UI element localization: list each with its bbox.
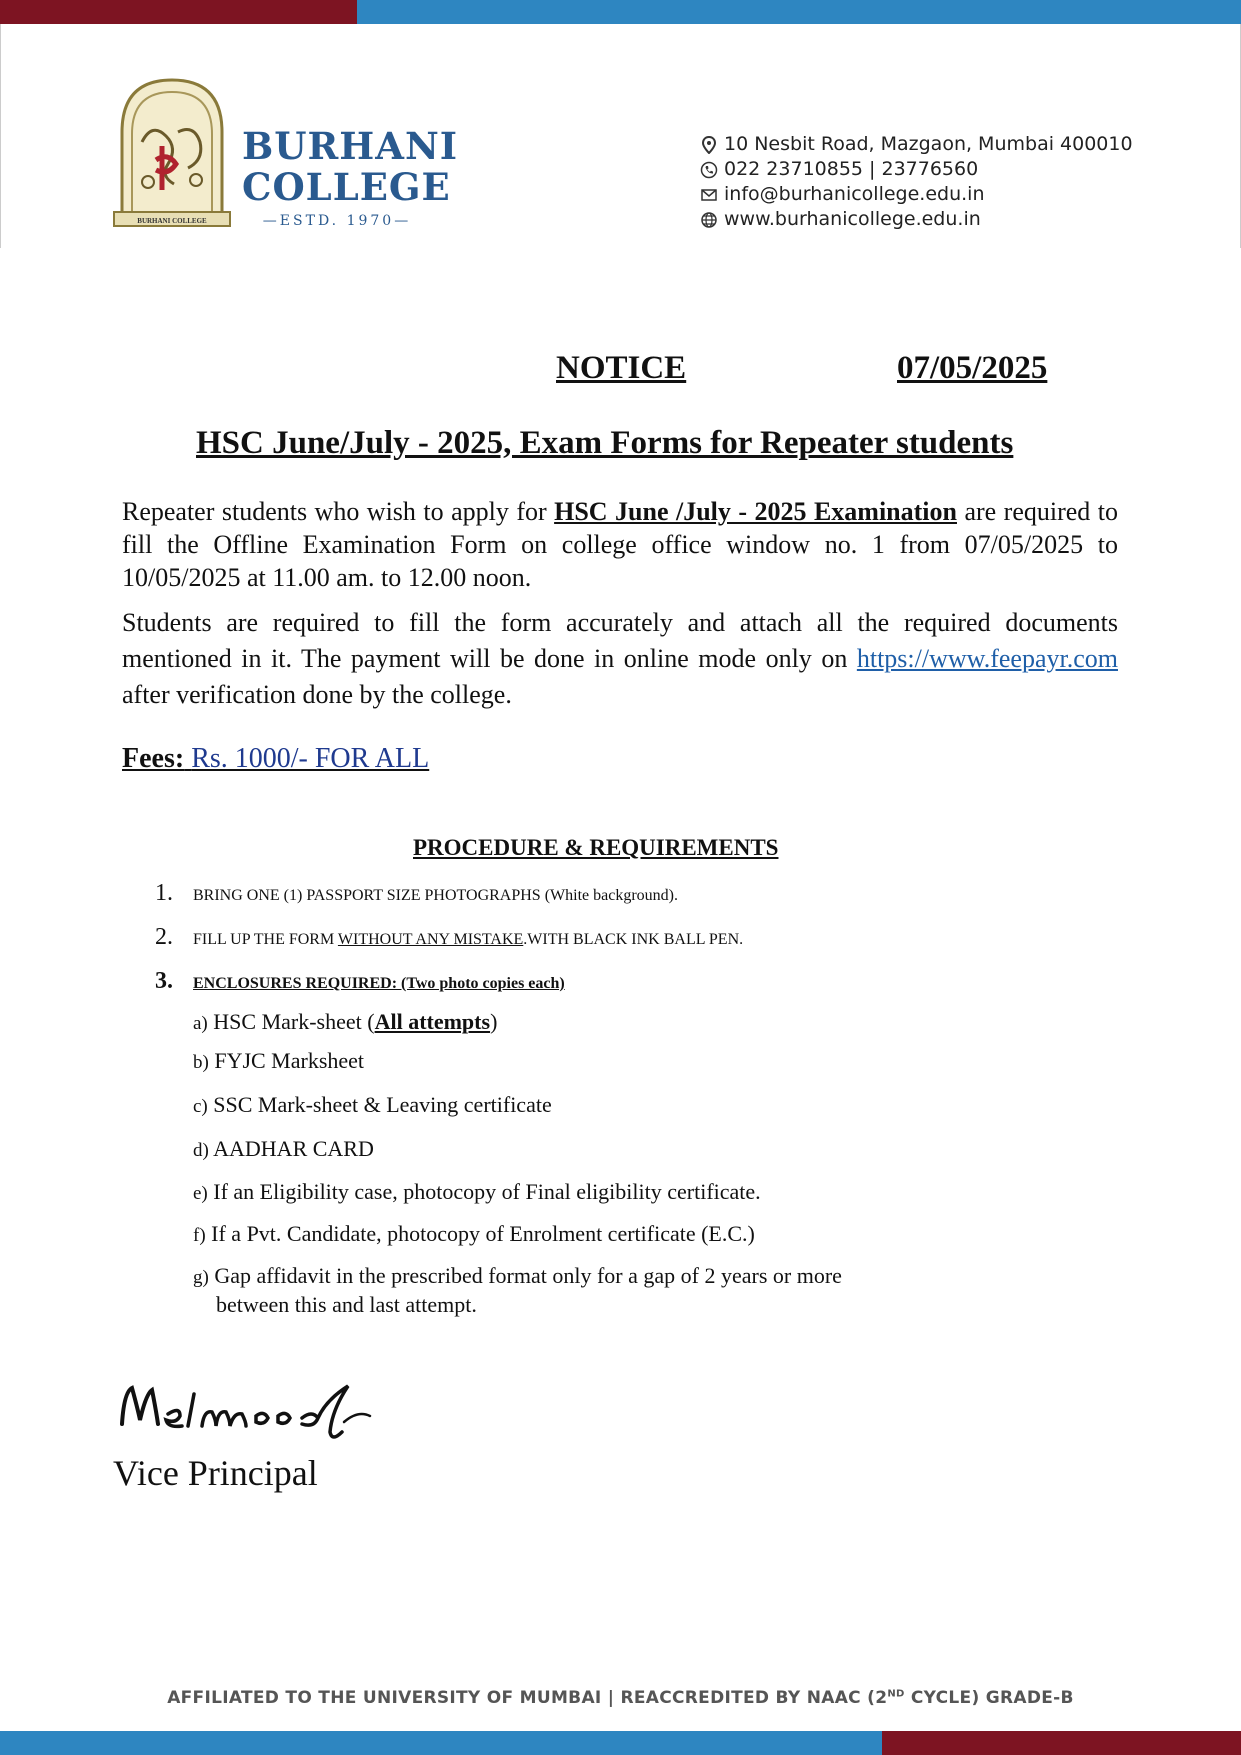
procedure-title: PROCEDURE & REQUIREMENTS	[413, 835, 779, 860]
enclosure-letter: d)	[193, 1140, 209, 1161]
logo-caption: BURHANI COLLEGE	[137, 217, 207, 225]
established-year: —ESTD. 1970—	[262, 213, 412, 229]
enclosure-text: If an Eligibility case, photocopy of Final eligibility certificate.	[213, 1179, 761, 1204]
item-number: 3.	[155, 968, 173, 994]
footer-accreditation	[0, 1688, 1241, 1708]
bottom-bar-red-segment	[882, 1731, 1241, 1755]
college-name-line2: COLLEGE	[242, 165, 451, 209]
footer-text-tail: CYCLE) GRADE-B	[904, 1688, 1074, 1708]
enclosure-g-continued: between this and last attempt.	[216, 1292, 477, 1317]
enclosure-letter: f)	[193, 1225, 206, 1246]
header-left-border	[0, 24, 1, 248]
paragraph-payment	[122, 605, 1118, 713]
procedure-item-2	[155, 924, 743, 951]
college-name-block	[242, 124, 459, 229]
enclosure-letter: e)	[193, 1183, 208, 1204]
p2-text-start: Students are required to fill the form accurately and attach all the required documents mentioned in it. The payment will be done in online mode only on	[122, 608, 1118, 673]
phone-text: 022 23710855 | 23776560	[724, 158, 979, 180]
address-row	[700, 132, 1133, 157]
enclosure-letter: a)	[193, 1013, 208, 1034]
item-number: 2.	[155, 924, 173, 950]
email-link[interactable]: info@burhanicollege.edu.in	[724, 183, 985, 205]
address-text: 10 Nesbit Road, Mazgaon, Mumbai 400010	[724, 133, 1133, 155]
notice-title: NOTICE	[556, 350, 687, 386]
enclosure-emphasis: All attempts	[374, 1009, 491, 1034]
footer-text: AFFILIATED TO THE UNIVERSITY OF MUMBAI | REACCREDITED BY NAAC (2	[167, 1688, 888, 1708]
procedure-item-1	[155, 880, 678, 907]
fees-label: Fees:	[122, 743, 185, 774]
p1-text-end: are required to fill the Offline Examination Form on college office window no. 1 from 07/05/2025 to 10/05/2025 at 11.00 am. to 12.00 noon.	[122, 497, 1118, 592]
top-bar-red-segment	[0, 0, 357, 24]
handwritten-signature	[118, 1380, 388, 1446]
phone-row	[700, 157, 1133, 182]
enclosure-text: Gap affidavit in the prescribed format only for a gap of 2 years or more	[214, 1263, 842, 1288]
enclosure-text: FYJC Marksheet	[214, 1048, 365, 1073]
college-name-line1: BURHANI	[242, 124, 459, 168]
enclosure-letter: c)	[193, 1096, 208, 1117]
paragraph-exam-form	[122, 495, 1118, 594]
enclosure-letter: g)	[193, 1267, 209, 1288]
top-color-bar	[0, 0, 1241, 24]
enclosure-text: HSC Mark-sheet (	[213, 1009, 375, 1034]
item-emphasis: WITHOUT ANY MISTAKE	[337, 931, 524, 948]
enclosure-e	[193, 1179, 761, 1205]
enclosure-text: If a Pvt. Candidate, photocopy of Enrolment certificate (E.C.)	[211, 1221, 755, 1246]
p1-text-start: Repeater students who wish to apply for	[122, 497, 555, 526]
enclosure-text: AADHAR CARD	[213, 1136, 374, 1161]
notice-date: 07/05/2025	[897, 350, 1048, 386]
bottom-bar-blue-segment	[0, 1731, 882, 1755]
enclosure-text: SSC Mark-sheet & Leaving certificate	[213, 1092, 552, 1117]
footer-superscript: ND	[887, 1688, 905, 1700]
enclosure-letter: b)	[193, 1052, 209, 1073]
item-number: 1.	[155, 880, 173, 906]
contact-block	[700, 132, 1133, 232]
enclosure-a	[193, 1009, 497, 1035]
phone-icon	[700, 161, 718, 179]
top-bar-blue-segment	[357, 0, 1241, 24]
enclosure-b	[193, 1048, 364, 1074]
item-text: FILL UP THE FORM	[193, 931, 338, 948]
enclosure-c	[193, 1092, 552, 1118]
fees-line	[122, 743, 429, 775]
globe-icon	[700, 211, 718, 229]
location-pin-icon	[700, 136, 718, 154]
item-text: ENCLOSURES REQUIRED: (Two photo copies each)	[193, 975, 565, 992]
feepayr-link[interactable]: https://www.feepayr.com	[856, 644, 1118, 673]
item-text-tail: .WITH BLACK INK BALL PEN.	[523, 931, 744, 948]
college-crest-logo	[108, 72, 236, 232]
p2-text-end: after verification done by the college.	[122, 680, 512, 709]
item-text: BRING ONE (1) PASSPORT SIZE PHOTOGRAPHS (White background).	[193, 887, 678, 904]
procedure-item-3	[155, 968, 565, 995]
mail-icon	[700, 186, 718, 204]
enclosure-d	[193, 1136, 374, 1162]
fees-value: Rs. 1000/- FOR ALL	[191, 743, 430, 774]
bottom-color-bar	[0, 1731, 1241, 1755]
notice-subject: HSC June/July - 2025, Exam Forms for Repeater students	[196, 425, 1014, 461]
enclosure-g	[193, 1263, 842, 1289]
enclosure-f	[193, 1221, 755, 1247]
email-row	[700, 182, 1133, 207]
website-row	[700, 207, 1133, 232]
enclosure-tail: )	[490, 1009, 498, 1034]
p1-exam-name: HSC June /July - 2025 Examination	[554, 497, 957, 526]
signatory-title: Vice Principal	[113, 1453, 318, 1493]
website-link[interactable]: www.burhanicollege.edu.in	[724, 208, 981, 230]
